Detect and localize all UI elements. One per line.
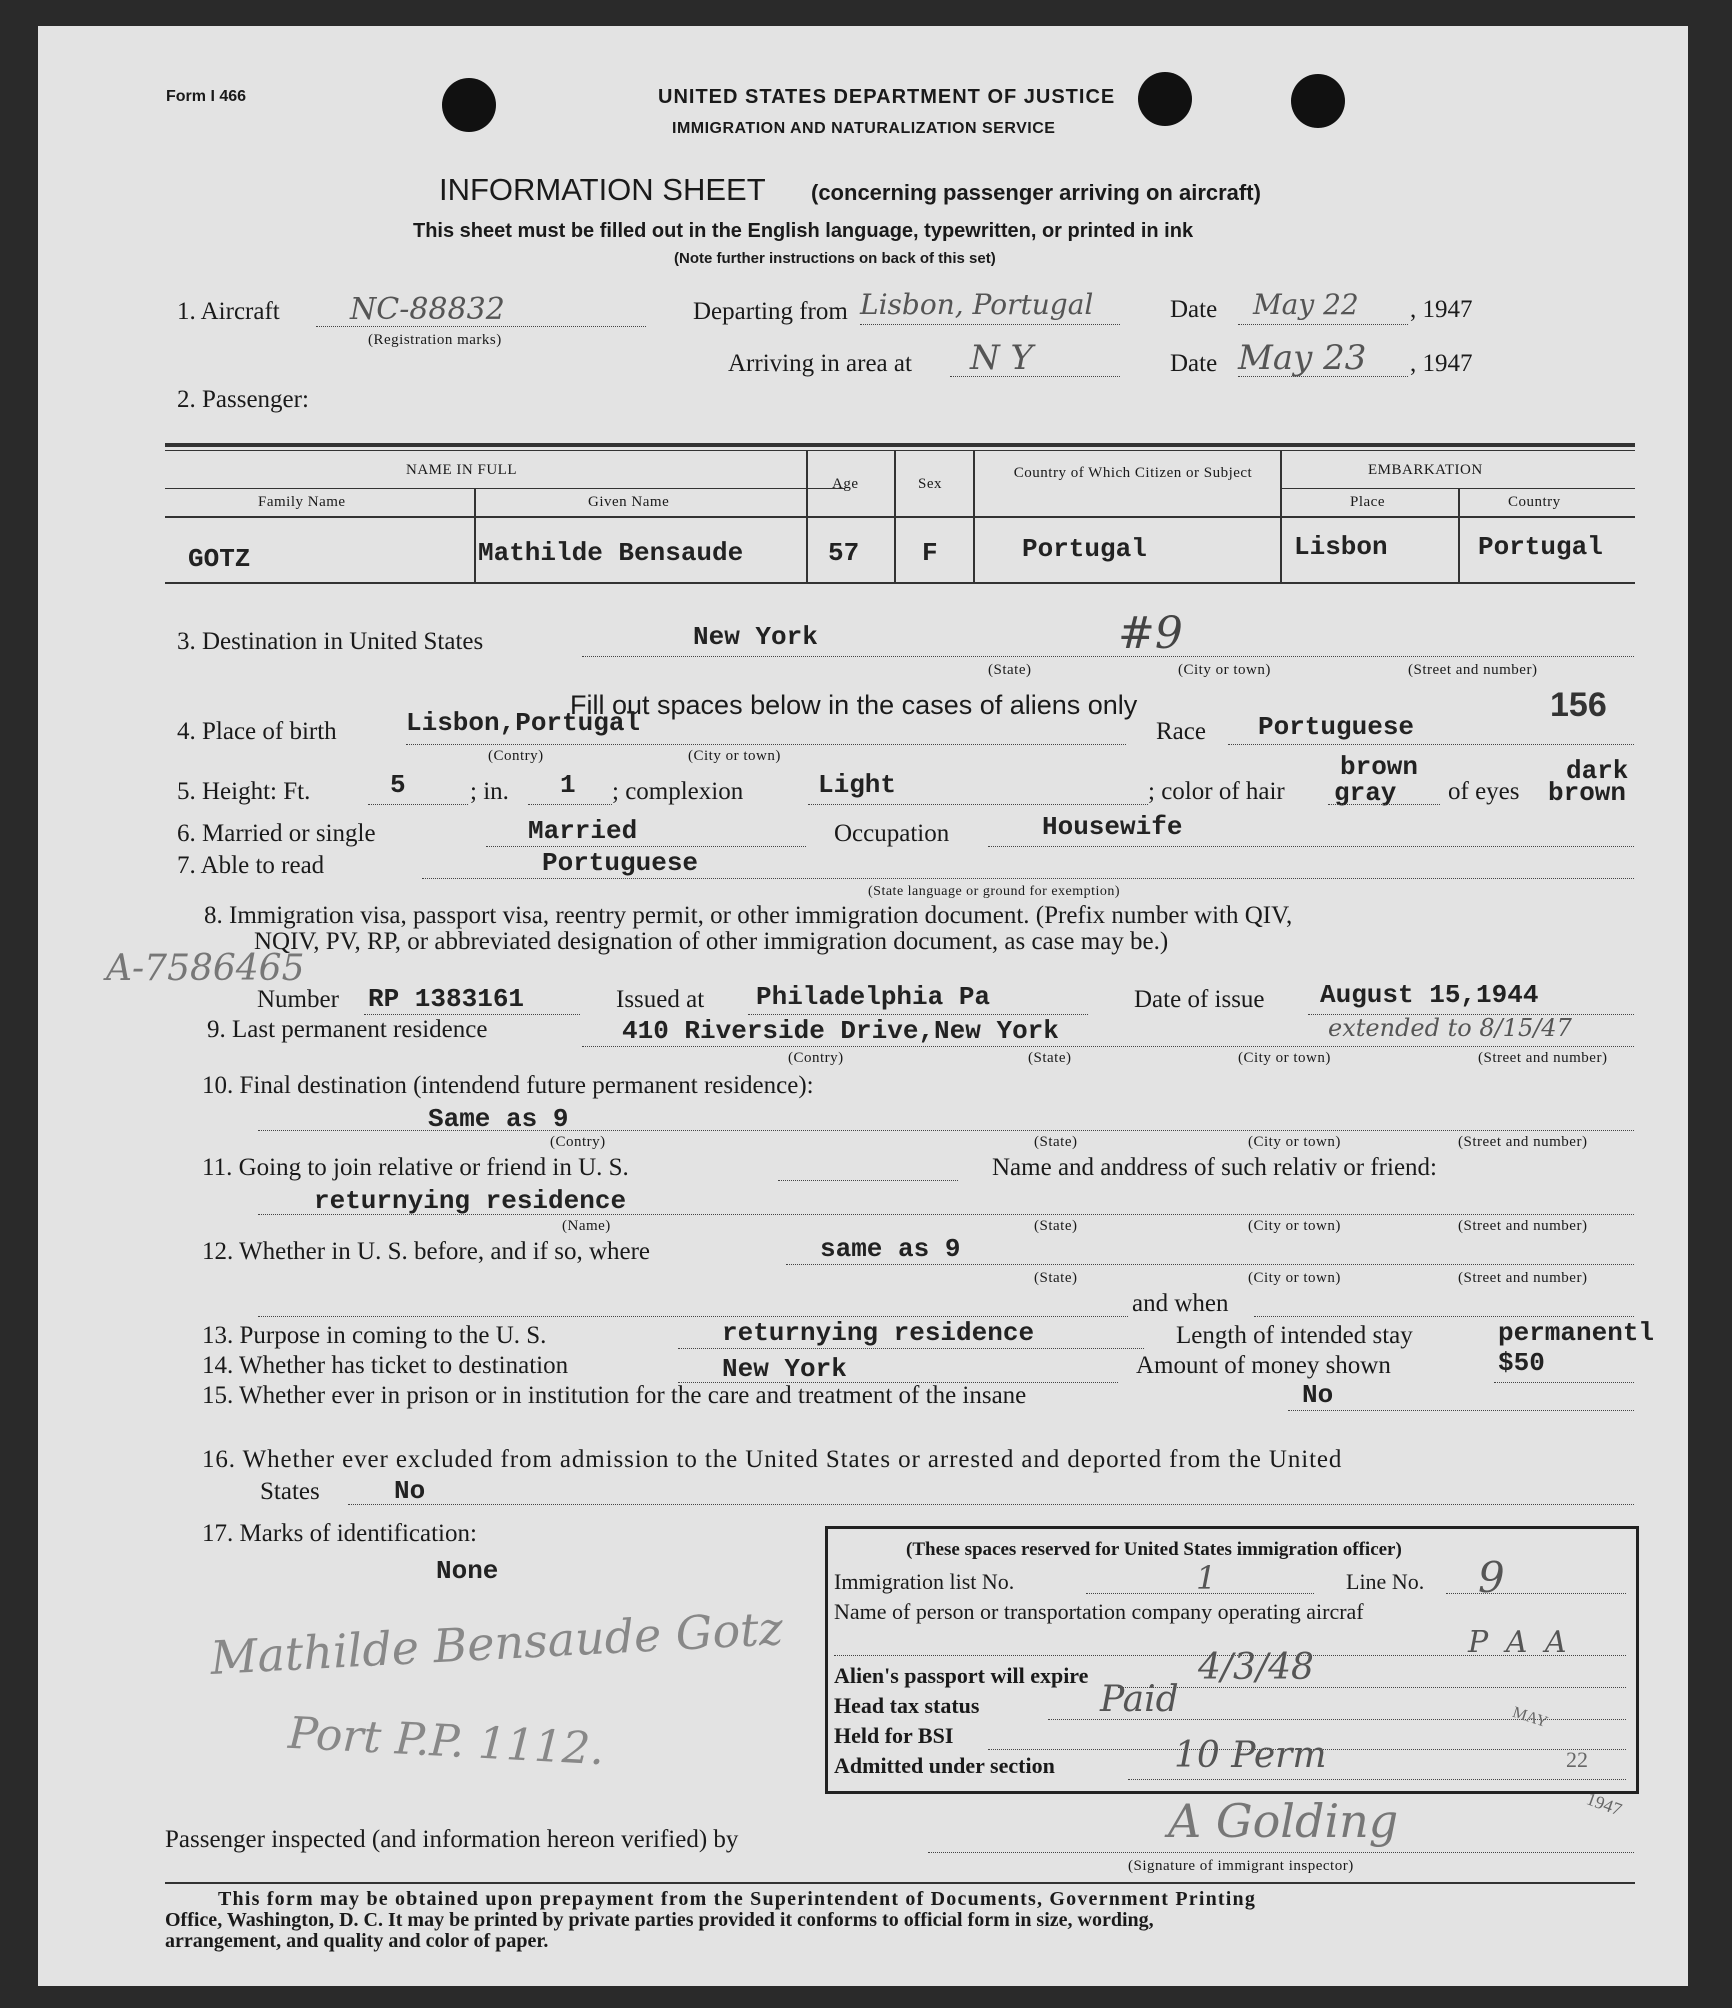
service-name: IMMIGRATION AND NATURALIZATION SERVICE — [672, 120, 1056, 137]
extended-note: extended to 8/15/47 — [1328, 1014, 1572, 1042]
hint-street: (Street and number) — [1478, 1050, 1608, 1066]
departing-date-line — [1238, 324, 1408, 325]
issued-label: Issued at — [616, 986, 705, 1013]
alien-number-hand: A-7586465 — [106, 948, 305, 989]
hint-street: (Street and number) — [1458, 1134, 1588, 1150]
cell-country[interactable]: Portugal — [1478, 532, 1603, 562]
hint-country: (Contry) — [550, 1134, 606, 1150]
headtax-label: Head tax status — [834, 1693, 980, 1718]
hair-line — [1328, 804, 1440, 805]
occupation-line — [988, 846, 1634, 847]
eyes-label: of eyes — [1448, 778, 1520, 805]
admitted-value[interactable]: 10 Perm — [1174, 1735, 1327, 1776]
destination-value[interactable]: New York — [693, 622, 818, 652]
aircraft-value[interactable]: NC-88832 — [350, 292, 505, 327]
hint-country: (Contry) — [788, 1050, 844, 1066]
read-value[interactable]: Portuguese — [542, 848, 699, 878]
line-label: Line No. — [1346, 1569, 1425, 1594]
marks-label: 17. Marks of identification: — [202, 1520, 477, 1547]
occupation-value[interactable]: Housewife — [1042, 812, 1183, 842]
inspector-line — [928, 1852, 1634, 1853]
table-bottom-rule — [165, 582, 1635, 584]
header-emb-country: Country — [1508, 494, 1561, 510]
aircraft-line — [316, 326, 646, 327]
inches-label: ; in. — [470, 778, 509, 805]
when-label: and when — [1132, 1290, 1229, 1317]
money-line — [1494, 1382, 1634, 1383]
final-dest-value[interactable]: Same as 9 — [428, 1104, 569, 1134]
final-dest-label: 10. Final destination (intendend future permanent residence): — [202, 1072, 814, 1099]
notice-line3: arrangement, and quality and color of paper. — [165, 1930, 549, 1952]
passport-note: Port P.P. 1112. — [286, 1707, 606, 1776]
hint-city: (City or town) — [688, 748, 781, 764]
hint-state: (State) — [1034, 1218, 1078, 1234]
date-issue-label: Date of issue — [1134, 986, 1265, 1013]
number-value[interactable]: RP 1383161 — [368, 984, 525, 1014]
punch-hole — [442, 78, 496, 132]
number-label: Number — [257, 986, 339, 1013]
passport-expire-line — [1118, 1687, 1626, 1688]
arriving-line — [950, 376, 1120, 377]
admitted-label: Admitted under section — [834, 1753, 1055, 1778]
prison-label: 15. Whether ever in prison or in institution for the care and treatment of the insane — [202, 1382, 1027, 1409]
number-line — [364, 1014, 580, 1015]
header-sex: Sex — [918, 476, 942, 492]
punch-hole — [1138, 72, 1192, 126]
table-header-rule — [165, 488, 845, 489]
col-divider — [1280, 450, 1282, 582]
final-dest-line — [258, 1130, 1634, 1131]
header-age: Age — [832, 476, 859, 492]
hint-state: (State) — [1034, 1134, 1078, 1150]
purpose-line — [678, 1348, 1144, 1349]
notice-line2: Office, Washington, D. C. It may be printed by private parties provided it conforms to official form in size, wording, — [165, 1909, 1154, 1931]
col-divider — [806, 450, 808, 582]
passport-expire-label: Alien's passport will expire — [834, 1663, 1089, 1688]
list-label: Immigration list No. — [834, 1569, 1015, 1594]
purpose-label: 13. Purpose in coming to the U. S. — [202, 1322, 547, 1349]
issued-value[interactable]: Philadelphia Pa — [756, 982, 991, 1012]
hint-state: (State) — [1034, 1270, 1078, 1286]
passenger-label: 2. Passenger: — [177, 386, 309, 413]
corner-number: 156 — [1550, 686, 1607, 724]
hint-city: (City or town) — [1238, 1050, 1331, 1066]
hint-street: (Street and number) — [1458, 1218, 1588, 1234]
hint-city: (City or town) — [1248, 1270, 1341, 1286]
headtax-value[interactable]: Paid — [1100, 1679, 1179, 1720]
hair-value[interactable]: gray — [1334, 778, 1397, 808]
eyes-value-top[interactable]: dark — [1566, 756, 1629, 786]
birthplace-line — [406, 744, 1126, 745]
excluded-value[interactable]: No — [394, 1476, 426, 1506]
hint-state: (State) — [988, 662, 1032, 678]
hint-state: (State) — [1028, 1050, 1072, 1066]
instruction-text: This sheet must be filled out in the English language, typewritten, or printed in ink — [413, 220, 1194, 242]
cell-place[interactable]: Lisbon — [1294, 532, 1388, 562]
read-line — [422, 878, 1634, 879]
passport-expire-value[interactable]: 4/3/48 — [1198, 1647, 1314, 1688]
departing-year: , 1947 — [1410, 296, 1473, 323]
departing-line — [860, 324, 1120, 325]
cell-sex[interactable]: F — [922, 538, 938, 568]
residence-label: 9. Last permanent residence — [207, 1016, 488, 1043]
signature-hint: (Signature of immigrant inspector) — [1128, 1858, 1354, 1874]
race-label: Race — [1156, 718, 1206, 745]
before-label: 12. Whether in U. S. before, and if so, where — [202, 1238, 651, 1265]
arriving-year: , 1947 — [1410, 350, 1473, 377]
read-label: 7. Able to read — [177, 852, 325, 879]
date-issue-value[interactable]: August 15,1944 — [1320, 980, 1539, 1010]
operator-label: Name of person or transportation company operating aircraf — [834, 1599, 1364, 1624]
issued-line — [748, 1014, 1088, 1015]
col-divider — [474, 488, 476, 582]
height-inches[interactable]: 1 — [560, 770, 576, 800]
hair-label: ; color of hair — [1148, 778, 1285, 805]
header-country: Country of Which Citizen or Subject — [1013, 465, 1253, 481]
header-embarkation: EMBARKATION — [1368, 462, 1483, 478]
arriving-date-label: Date — [1170, 350, 1218, 377]
registration-hint: (Registration marks) — [368, 332, 502, 348]
destination-hand-number: #9 — [1118, 608, 1183, 659]
join-value-line — [258, 1214, 1634, 1215]
hint-city: (City or town) — [1248, 1134, 1341, 1150]
purpose-value[interactable]: returnying residence — [722, 1318, 1035, 1348]
married-line — [486, 846, 806, 847]
list-value[interactable]: 1 — [1196, 1559, 1217, 1597]
hint-country: (Contry) — [488, 748, 544, 764]
excluded-line — [348, 1504, 1634, 1505]
col-divider — [973, 450, 975, 582]
line-no-line — [1446, 1593, 1626, 1594]
table-top-rule-2 — [165, 450, 1635, 451]
aircraft-label: 1. Aircraft — [177, 298, 280, 325]
birthplace-label: 4. Place of birth — [177, 718, 337, 745]
hint-name: (Name) — [562, 1218, 611, 1234]
hair-value-top[interactable]: brown — [1340, 752, 1419, 782]
form-title: INFORMATION SHEET — [439, 172, 766, 207]
race-value[interactable]: Portuguese — [1258, 712, 1415, 742]
ticket-label: 14. Whether has ticket to destination — [202, 1352, 569, 1379]
marks-value[interactable]: None — [436, 1556, 499, 1586]
hint-street: (Street and number) — [1458, 1270, 1588, 1286]
join-label: 11. Going to join relative or friend in U. S. — [202, 1154, 629, 1181]
complexion-label: ; complexion — [612, 778, 744, 805]
arriving-value[interactable]: N Y — [970, 338, 1034, 378]
prison-line — [1288, 1410, 1634, 1411]
header-given-name: Given Name — [588, 494, 670, 510]
aliens-note: Fill out spaces below in the cases of aliens only — [570, 690, 1138, 720]
married-label: 6. Married or single — [177, 820, 376, 847]
stay-value[interactable]: permanentl — [1498, 1318, 1655, 1348]
cell-family-name[interactable]: GOTZ — [188, 544, 251, 574]
complexion-value[interactable]: Light — [818, 770, 897, 800]
prison-value[interactable]: No — [1302, 1380, 1334, 1410]
officer-box — [825, 1526, 1639, 1794]
hint-street: (Street and number) — [1408, 662, 1538, 678]
operator-value[interactable]: P A A — [1468, 1625, 1571, 1660]
form-number: Form I 466 — [166, 88, 247, 105]
document-line2: NQIV, PV, RP, or abbreviated designation of other immigration document, as case may be.) — [254, 928, 1169, 955]
race-line — [1228, 744, 1634, 745]
destination-line — [582, 656, 1634, 657]
join-value[interactable]: returnying residence — [314, 1186, 627, 1216]
arriving-date-line — [1238, 376, 1408, 377]
read-hint: (State language or ground for exemption) — [868, 884, 1121, 899]
ticket-value[interactable]: New York — [722, 1354, 847, 1384]
notice-line1: This form may be obtained upon prepayment from the Superintendent of Documents, Government Printing — [218, 1888, 1257, 1910]
excluded-line2: States — [260, 1478, 320, 1505]
hint-city: (City or town) — [1248, 1218, 1341, 1234]
form-sheet — [38, 26, 1688, 1986]
line-value[interactable]: 9 — [1478, 1553, 1505, 1602]
footer-rule — [165, 1882, 1635, 1884]
departing-date-label: Date — [1170, 296, 1218, 323]
stamp-month: MAY — [1510, 1703, 1550, 1732]
instruction-note: (Note further instructions on back of this set) — [674, 250, 996, 267]
col-divider — [1458, 488, 1460, 582]
cell-given-name[interactable]: Mathilde Bensaude — [478, 538, 744, 568]
officer-box-title: (These spaces reserved for United States immigration officer) — [906, 1539, 1402, 1560]
departing-label: Departing from — [693, 298, 848, 325]
inspected-label: Passenger inspected (and information hereon verified) by — [165, 1826, 739, 1853]
department-name: UNITED STATES DEPARTMENT OF JUSTICE — [658, 86, 1116, 108]
admitted-line — [1128, 1779, 1626, 1780]
punch-hole — [1291, 74, 1345, 128]
stay-label: Length of intended stay — [1176, 1322, 1413, 1349]
document-line1: 8. Immigration visa, passport visa, reentry permit, or other immigration document. (Prefix number with QIV, — [204, 902, 1293, 929]
height-feet[interactable]: 5 — [390, 770, 406, 800]
join-label2: Name and anddress of such relativ or friend: — [992, 1154, 1437, 1181]
stamp-day: 22 — [1566, 1747, 1588, 1772]
height-label: 5. Height: Ft. — [177, 778, 311, 805]
money-value[interactable]: $50 — [1498, 1348, 1545, 1378]
residence-line — [582, 1046, 1634, 1047]
birthplace-value[interactable]: Lisbon,Portugal — [406, 708, 641, 738]
form-title-note: (concerning passenger arriving on aircraft) — [811, 180, 1261, 205]
feet-line — [368, 804, 468, 805]
occupation-label: Occupation — [834, 820, 950, 847]
col-divider — [894, 450, 896, 582]
cell-citizen[interactable]: Portugal — [1022, 534, 1147, 564]
departing-value[interactable]: Lisbon, Portugal — [860, 288, 1094, 321]
money-label: Amount of money shown — [1136, 1352, 1391, 1379]
header-place: Place — [1350, 494, 1385, 510]
table-top-rule — [165, 443, 1635, 447]
arriving-date-value[interactable]: May 23 — [1238, 338, 1367, 378]
eyes-value[interactable]: brown — [1548, 778, 1627, 808]
join-line — [778, 1180, 958, 1181]
married-value[interactable]: Married — [528, 816, 638, 846]
before-value[interactable]: same as 9 — [820, 1234, 961, 1264]
excluded-line1: 16. Whether ever excluded from admission to the United States or arrested and deported from the United — [202, 1446, 1343, 1473]
bsi-label: Held for BSI — [834, 1723, 954, 1748]
passenger-signature: Mathilde Bensaude Gotz — [208, 1601, 785, 1685]
hint-city: (City or town) — [1178, 662, 1271, 678]
cell-age[interactable]: 57 — [828, 538, 860, 568]
before-line — [786, 1264, 1634, 1265]
destination-label: 3. Destination in United States — [177, 628, 484, 655]
arriving-label: Arriving in area at — [728, 350, 912, 377]
departing-date-value[interactable]: May 22 — [1253, 288, 1359, 321]
table-mid-rule — [165, 516, 1635, 518]
when-line — [1254, 1316, 1634, 1317]
stamp-year: 1947 — [1583, 1788, 1625, 1820]
header-name-in-full: NAME IN FULL — [406, 462, 517, 478]
inspector-signature: A Golding — [1168, 1794, 1399, 1848]
complexion-line — [808, 804, 1148, 805]
header-family-name: Family Name — [258, 494, 346, 510]
residence-value[interactable]: 410 Riverside Drive,New York — [622, 1016, 1059, 1046]
before-line2 — [258, 1316, 1128, 1317]
inches-line — [528, 804, 612, 805]
